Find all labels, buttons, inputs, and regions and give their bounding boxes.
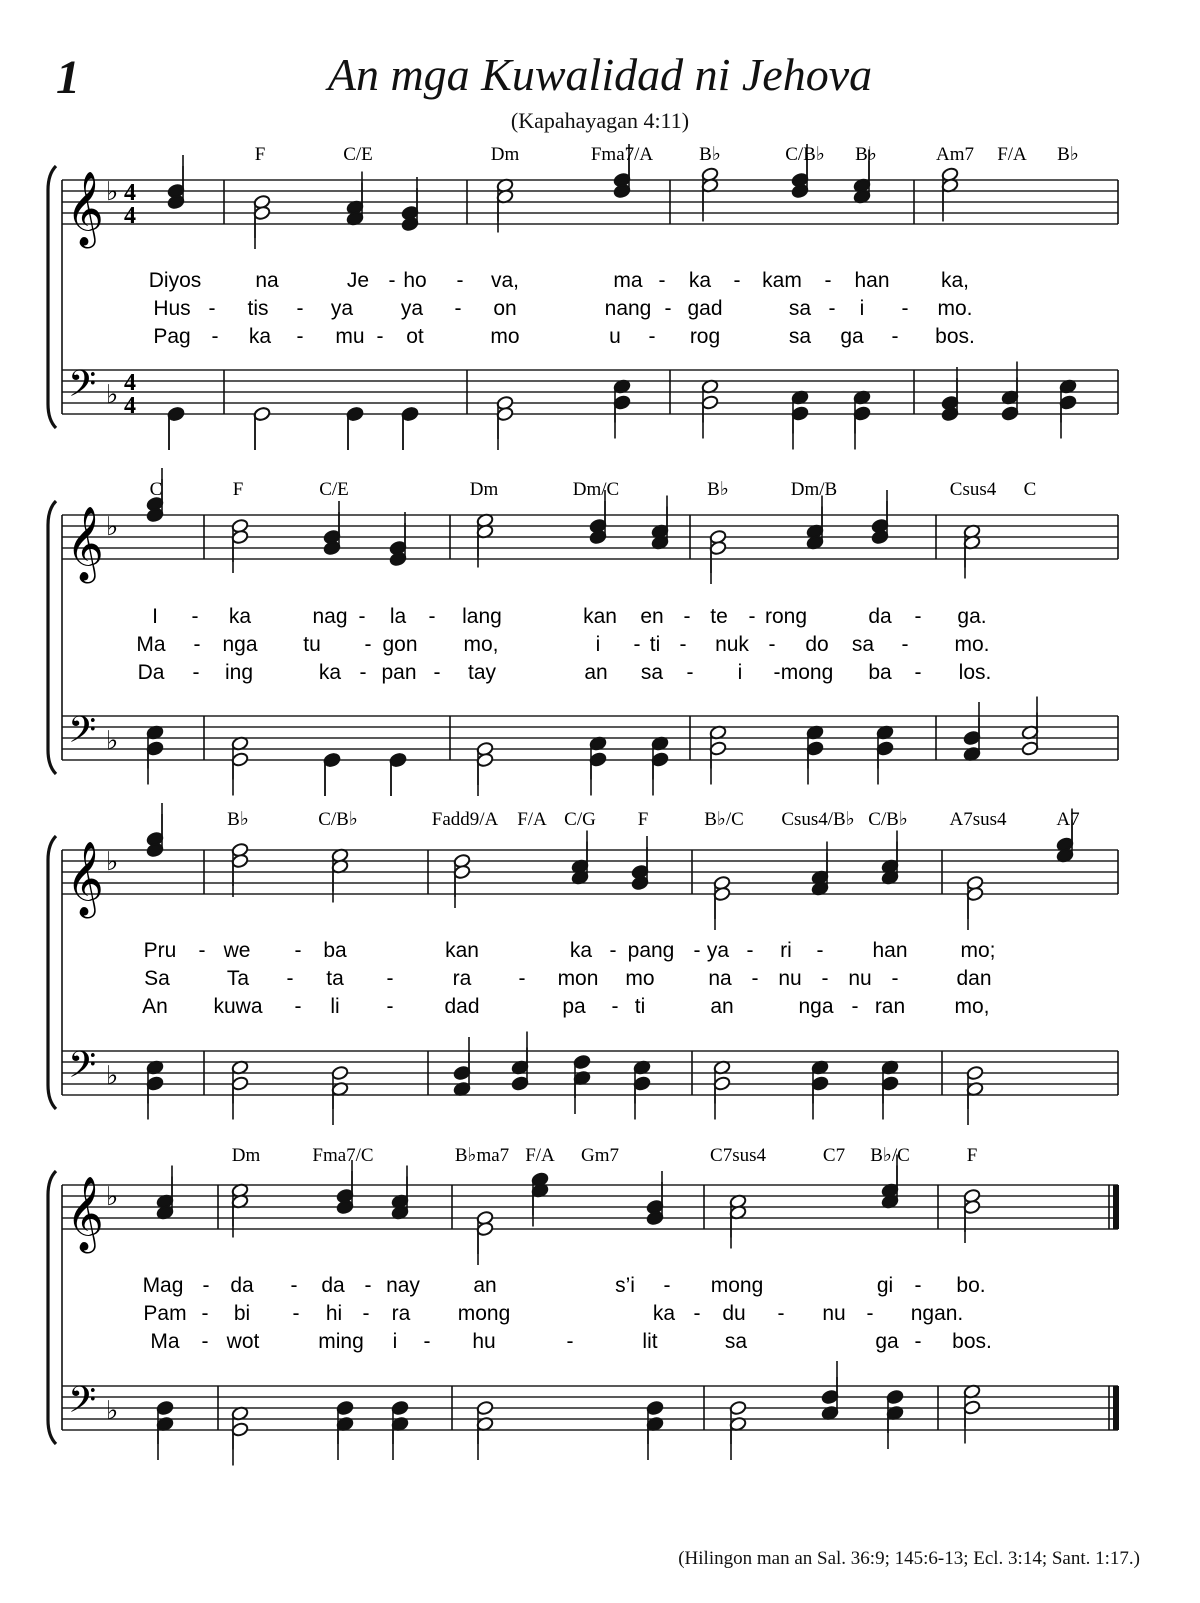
lyric-syllable: sa	[724, 1330, 748, 1353]
lyric-syllable: s’i	[615, 1274, 635, 1297]
lyric-syllable: -	[518, 967, 526, 990]
lyric-syllable: -	[201, 1302, 209, 1325]
lyric-syllable: Hus	[153, 297, 191, 320]
chord-symbol: C/B♭	[785, 144, 825, 165]
lyric-syllable: -	[891, 325, 899, 348]
chord-symbol: Gm7	[581, 1145, 619, 1166]
lyric-syllable: -	[433, 661, 441, 684]
lyric-syllable: nga	[798, 995, 834, 1018]
chord-symbol: Fma7/C	[312, 1145, 374, 1166]
lyric-syllable: -	[914, 1274, 922, 1297]
lyric-syllable: we	[223, 939, 251, 962]
chord-symbol: C7	[822, 1145, 846, 1166]
chord-symbol: F/A	[525, 1145, 555, 1166]
flat-icon: ♭	[106, 512, 119, 542]
lyric-syllable: -	[359, 661, 367, 684]
lyric-syllable: -	[454, 297, 462, 320]
lyric-syllable: -	[914, 605, 922, 628]
lyric-syllable: -	[611, 995, 619, 1018]
lyric-syllable: -	[679, 633, 687, 656]
lyric-syllable: Mag	[142, 1274, 184, 1297]
lyric-syllable: -	[901, 633, 909, 656]
chord-symbol: B♭/C	[704, 809, 744, 830]
lyric-syllable: mo,	[463, 633, 499, 656]
lyric-syllable: Ma	[150, 1330, 180, 1353]
lyric-syllable: te	[710, 605, 728, 628]
lyric-syllable: an	[710, 995, 734, 1018]
lyric-syllable: ka	[318, 661, 342, 684]
lyric-syllable: mo,	[954, 995, 990, 1018]
lyric-syllable: mong	[780, 661, 834, 684]
lyric-syllable: -	[851, 995, 859, 1018]
chord-symbol: C	[149, 479, 163, 500]
lyric-syllable: gi	[876, 1274, 894, 1297]
song-number: 1	[56, 51, 80, 104]
lyric-syllable: -	[428, 605, 436, 628]
lyric-syllable: sa	[788, 297, 812, 320]
time-signature-top: 4	[124, 370, 136, 396]
time-signature-bottom: 4	[124, 203, 136, 229]
treble-clef-icon: 𝄞	[66, 842, 104, 916]
lyric-syllable: -	[386, 967, 394, 990]
lyric-syllable: mo;	[960, 939, 996, 962]
chord-symbol: C/E	[319, 479, 349, 500]
lyric-syllable: rog	[689, 325, 721, 348]
lyric-syllable: -	[211, 325, 219, 348]
lyric-syllable: mo.	[937, 297, 973, 320]
lyric-syllable: -	[693, 1302, 701, 1325]
lyric-syllable: -	[773, 661, 781, 684]
lyric-syllable: mong	[710, 1274, 764, 1297]
lyric-syllable: -	[816, 939, 824, 962]
lyric-syllable: da	[230, 1274, 254, 1297]
lyric-syllable: -	[191, 605, 199, 628]
lyric-syllable: i	[392, 1330, 398, 1353]
lyric-syllable: mo.	[954, 633, 990, 656]
scripture-reference: (Kapahayagan 4:11)	[510, 108, 690, 133]
lyric-syllable: An	[142, 995, 168, 1018]
lyric-syllable: ing	[224, 661, 254, 684]
lyric-syllable: -	[777, 1302, 785, 1325]
chord-symbol: Dm	[231, 1145, 261, 1166]
lyric-syllable: ma	[613, 269, 643, 292]
lyric-syllable: bi	[233, 1302, 251, 1325]
lyric-syllable: da	[868, 605, 892, 628]
system-bracket	[48, 166, 56, 428]
system-bracket	[48, 836, 56, 1109]
chord-symbol: Am7	[936, 144, 974, 165]
lyric-syllable: mong	[457, 1302, 511, 1325]
lyric-syllable: la	[389, 605, 407, 628]
lyric-syllable: Pag	[153, 325, 191, 348]
lyric-syllable: -	[208, 297, 216, 320]
lyric-syllable: ming	[318, 1330, 364, 1353]
lyric-syllable: pa	[562, 995, 586, 1018]
chord-symbol: B♭	[707, 479, 729, 500]
lyric-syllable: -	[891, 967, 899, 990]
lyric-syllable: pang	[627, 939, 675, 962]
lyric-syllable: ngan.	[910, 1302, 964, 1325]
lyric-syllable: Pru	[143, 939, 177, 962]
lyric-syllable: -	[686, 661, 694, 684]
chord-symbol: Csus4	[949, 479, 997, 500]
lyric-syllable: lang	[462, 605, 502, 628]
lyric-syllable: -	[748, 605, 756, 628]
flat-icon: ♭	[106, 726, 119, 756]
lyric-syllable: nag	[312, 605, 348, 628]
chord-symbol: B♭ma7	[454, 1145, 510, 1166]
lyric-syllable: kan	[583, 605, 617, 628]
system-1	[48, 144, 1118, 450]
lyric-syllable: los.	[958, 661, 992, 684]
lyric-syllable: -	[358, 605, 366, 628]
lyric-syllable: -	[633, 633, 641, 656]
lyric-syllable: -	[294, 939, 302, 962]
lyric-syllable: -	[286, 967, 294, 990]
lyric-syllable: -	[296, 325, 304, 348]
chord-symbol: F	[966, 1145, 978, 1166]
lyric-syllable: -	[201, 1330, 209, 1353]
lyric-syllable: han	[872, 939, 908, 962]
system-bracket	[48, 1171, 56, 1444]
chord-symbol: B♭/C	[870, 1145, 910, 1166]
chord-symbol: Dm	[469, 479, 499, 500]
lyric-syllable: tis	[247, 297, 269, 320]
lyric-syllable: Diyos	[148, 269, 202, 292]
lyric-syllable: -	[456, 269, 464, 292]
lyric-syllable: -	[733, 269, 741, 292]
final-barline-thick	[1113, 1185, 1119, 1229]
chord-symbol: C7sus4	[710, 1145, 766, 1166]
lyric-syllable: ka	[569, 939, 593, 962]
lyric-syllable: du	[722, 1302, 746, 1325]
lyric-syllable: -	[751, 967, 759, 990]
lyric-syllable: han	[854, 269, 890, 292]
lyric-syllable: na	[708, 967, 732, 990]
chord-symbol: F	[232, 479, 244, 500]
lyric-syllable: -	[609, 939, 617, 962]
chord-symbol: B♭	[855, 144, 877, 165]
lyric-syllable: ka	[228, 605, 252, 628]
lyric-syllable: on	[493, 297, 517, 320]
lyric-syllable: nuk	[715, 633, 749, 656]
lyric-syllable: lit	[642, 1330, 658, 1353]
song-title: An mga Kuwalidad ni Jehova	[327, 49, 873, 100]
lyric-syllable: Pam	[143, 1302, 187, 1325]
lyric-syllable: ti	[649, 633, 661, 656]
flat-icon: ♭	[106, 1396, 119, 1426]
lyric-syllable: -	[292, 1302, 300, 1325]
lyric-syllable: u	[609, 325, 621, 348]
lyric-syllable: -	[376, 325, 384, 348]
chord-symbol: F	[254, 144, 266, 165]
bass-staff	[62, 362, 1118, 451]
lyric-syllable: tay	[467, 661, 497, 684]
lyric-syllable: mon	[557, 967, 599, 990]
lyric-syllable: Ta	[226, 967, 250, 990]
flat-icon: ♭	[106, 1061, 119, 1091]
lyric-syllable: kam	[762, 269, 802, 292]
lyric-syllable: na	[255, 269, 279, 292]
lyric-syllable: ta	[326, 967, 344, 990]
lyric-syllable: nang	[604, 297, 652, 320]
lyric-syllable: -	[914, 1330, 922, 1353]
treble-clef-icon: 𝄞	[66, 507, 104, 581]
lyric-syllable: bos.	[935, 325, 975, 348]
chord-symbol: A7sus4	[949, 809, 1007, 830]
lyric-syllable: ya	[330, 297, 354, 320]
chord-symbol: Csus4/B♭	[781, 809, 855, 830]
lyric-syllable: da	[321, 1274, 345, 1297]
lyric-syllable: I	[152, 605, 158, 628]
lyric-syllable: bo.	[956, 1274, 986, 1297]
lyric-syllable: i	[595, 633, 601, 656]
flat-icon: ♭	[106, 177, 119, 207]
lyric-syllable: ka	[248, 325, 272, 348]
lyric-syllable: va,	[490, 269, 520, 292]
lyric-syllable: ot	[406, 325, 424, 348]
lyric-syllable: gad	[687, 297, 723, 320]
lyric-syllable: nu	[848, 967, 872, 990]
chord-symbol: C	[1023, 479, 1037, 500]
footnote-references: (Hilingon man an Sal. 36:9; 145:6-13; Ecl. 3:14; Sant. 1:17.)	[678, 1548, 1140, 1569]
system-bracket	[48, 501, 56, 774]
lyric-syllable: -	[663, 1274, 671, 1297]
chord-symbol: Fadd9/A	[431, 809, 499, 830]
bass-staff	[62, 1361, 1118, 1466]
lyric-syllable: nay	[386, 1274, 420, 1297]
chord-symbol: Dm/C	[572, 479, 620, 500]
lyric-syllable: Ma	[136, 633, 166, 656]
chord-symbol: B♭	[699, 144, 721, 165]
lyric-syllable: mo	[490, 325, 520, 348]
lyric-syllable: -	[866, 1302, 874, 1325]
chord-symbol: B♭	[1057, 144, 1079, 165]
lyric-syllable: -	[294, 995, 302, 1018]
lyric-syllable: Je	[346, 269, 370, 292]
lyric-syllable: ga	[875, 1330, 899, 1353]
bass-staff	[62, 697, 1118, 797]
lyric-syllable: -	[648, 325, 656, 348]
lyric-syllable: ran	[874, 995, 906, 1018]
lyric-syllable: kan	[445, 939, 479, 962]
lyric-syllable: bos.	[952, 1330, 992, 1353]
lyric-syllable: -	[290, 1274, 298, 1297]
lyric-syllable: mu	[335, 325, 365, 348]
flat-icon: ♭	[106, 380, 119, 410]
flat-icon: ♭	[106, 847, 119, 877]
chord-symbol: Dm/B	[790, 479, 838, 500]
lyric-syllable: li	[330, 995, 340, 1018]
lyric-syllable: rong	[764, 605, 808, 628]
bass-clef-icon: 𝄢	[68, 709, 97, 760]
lyric-syllable: -	[296, 297, 304, 320]
bass-staff	[62, 1032, 1118, 1126]
lyric-syllable: -	[198, 939, 206, 962]
lyric-syllable: nga	[222, 633, 258, 656]
lyric-syllable: -	[388, 269, 396, 292]
lyric-syllable: do	[805, 633, 829, 656]
lyric-syllable: -	[693, 939, 701, 962]
lyric-syllable: -	[664, 297, 672, 320]
lyric-syllable: i	[737, 661, 743, 684]
time-signature-top: 4	[124, 180, 136, 206]
lyric-syllable: -	[362, 1302, 370, 1325]
chord-symbol: C/E	[343, 144, 373, 165]
lyric-syllable: ri	[780, 939, 792, 962]
bass-clef-icon: 𝄢	[68, 1044, 97, 1095]
lyric-syllable: -	[364, 633, 372, 656]
lyric-syllable: -	[364, 1274, 372, 1297]
lyric-syllable: -	[828, 297, 836, 320]
lyric-syllable: gon	[382, 633, 418, 656]
lyric-syllable: -	[683, 605, 691, 628]
chord-symbol: C/G	[564, 809, 596, 830]
chord-symbol: F/A	[517, 809, 547, 830]
system-4	[48, 1145, 1119, 1466]
lyric-syllable: hi	[325, 1302, 343, 1325]
lyric-syllable: -	[658, 269, 666, 292]
lyric-syllable: -	[566, 1330, 574, 1353]
flat-icon: ♭	[106, 1182, 119, 1212]
lyric-syllable: ka	[652, 1302, 676, 1325]
lyric-syllable: ho	[403, 269, 427, 292]
lyric-syllable: kuwa	[213, 995, 263, 1018]
lyric-syllable: wot	[226, 1330, 260, 1353]
lyric-syllable: -	[386, 995, 394, 1018]
lyric-syllable: ka,	[940, 269, 970, 292]
lyric-syllable: nu	[822, 1302, 846, 1325]
lyric-syllable: -	[423, 1330, 431, 1353]
lyric-syllable: ga.	[957, 605, 987, 628]
lyric-syllable: ba	[868, 661, 892, 684]
chord-symbol: C/B♭	[318, 809, 358, 830]
treble-staff	[62, 1155, 1118, 1266]
chord-symbol: F/A	[997, 144, 1027, 165]
lyric-syllable: hu	[472, 1330, 496, 1353]
lyric-syllable: Da	[137, 661, 165, 684]
lyric-syllable: -	[192, 661, 200, 684]
bass-clef-icon: 𝄢	[68, 1379, 97, 1430]
bass-clef-icon: 𝄢	[68, 363, 97, 414]
lyric-syllable: ga	[840, 325, 864, 348]
lyric-syllable: -	[768, 633, 776, 656]
time-signature-bottom: 4	[124, 393, 136, 419]
treble-clef-icon: 𝄞	[66, 1177, 104, 1251]
lyric-syllable: -	[901, 297, 909, 320]
chord-symbol: F	[637, 809, 649, 830]
final-barline-thick	[1113, 1386, 1119, 1430]
chord-symbol: Fma7/A	[590, 144, 654, 165]
chord-symbol: B♭	[227, 809, 249, 830]
lyric-syllable: i	[859, 297, 865, 320]
lyric-syllable: ka	[688, 269, 712, 292]
lyric-syllable: dad	[444, 995, 480, 1018]
lyric-syllable: an	[584, 661, 608, 684]
treble-clef-icon: 𝄞	[66, 172, 104, 246]
lyric-syllable: sa	[851, 633, 875, 656]
lyric-syllable: ba	[323, 939, 347, 962]
system-3	[48, 803, 1118, 1125]
lyric-syllable: pan	[381, 661, 417, 684]
lyric-syllable: -	[824, 269, 832, 292]
lyric-syllable: nu	[778, 967, 802, 990]
lyric-syllable: en	[640, 605, 664, 628]
lyric-syllable: ti	[634, 995, 646, 1018]
lyric-syllable: -	[202, 1274, 210, 1297]
system-2	[48, 468, 1118, 796]
lyric-syllable: mo	[625, 967, 655, 990]
lyric-syllable: -	[193, 633, 201, 656]
lyric-syllable: sa	[788, 325, 812, 348]
chord-symbol: C/B♭	[868, 809, 908, 830]
lyric-syllable: ya	[400, 297, 424, 320]
lyric-syllable: -	[746, 939, 754, 962]
lyric-syllable: ra	[391, 1302, 411, 1325]
lyric-syllable: ra	[452, 967, 472, 990]
lyric-syllable: -	[821, 967, 829, 990]
lyric-syllable: -	[914, 661, 922, 684]
chord-symbol: Dm	[490, 144, 520, 165]
lyric-syllable: dan	[956, 967, 992, 990]
lyric-syllable: ya	[706, 939, 730, 962]
lyric-syllable: Sa	[144, 967, 170, 990]
chord-symbol: A7	[1056, 809, 1080, 830]
lyric-syllable: an	[473, 1274, 497, 1297]
lyric-syllable: tu	[303, 633, 321, 656]
lyric-syllable: sa	[640, 661, 664, 684]
